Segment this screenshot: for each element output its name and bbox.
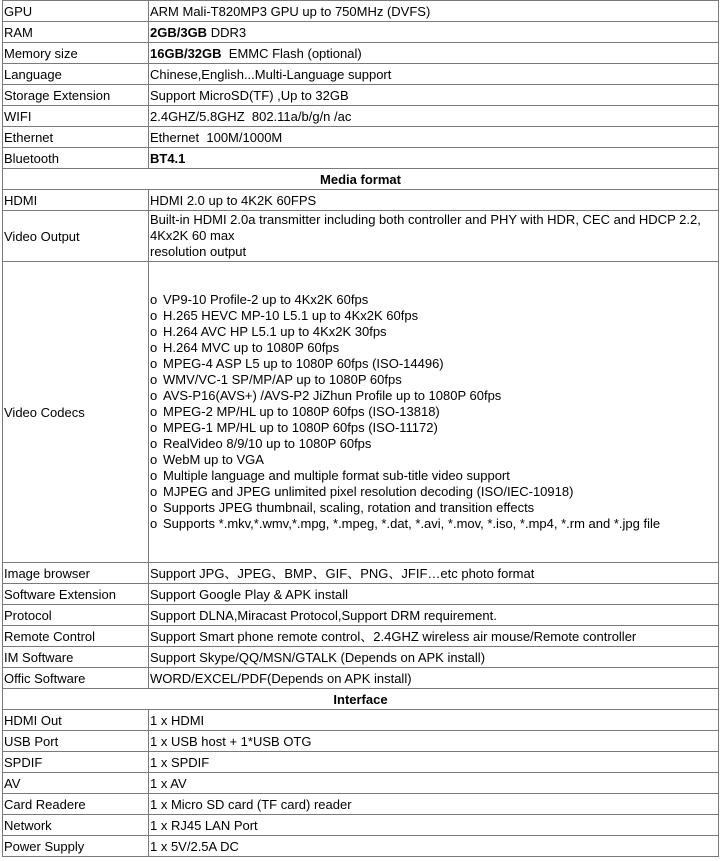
codec-text: Supports *.mkv,*.wmv,*.mpg, *.mpeg, *.dat, *.avi, *.mov, *.iso, *.mp4, *.rm and *.jpg file — [163, 516, 661, 531]
codec-list-item — [150, 516, 717, 532]
spec-label: WIFI — [3, 106, 149, 127]
codec-text: WebM up to VGA — [163, 452, 264, 467]
spec-value: Support MicroSD(TF) ,Up to 32GB — [149, 85, 719, 106]
spec-row-memory-size — [3, 43, 719, 64]
spec-label: Offic Software — [3, 668, 149, 689]
spec-row-im-software — [3, 647, 719, 668]
bullet-icon: o — [150, 404, 158, 419]
spec-value: 1 x Micro SD card (TF card) reader — [149, 794, 719, 815]
spec-label: Remote Control — [3, 626, 149, 647]
spec-value: 1 x SPDIF — [149, 752, 719, 773]
codec-list-item — [150, 292, 717, 308]
spec-label: Software Extension — [3, 584, 149, 605]
spec-label: Video Output — [3, 211, 149, 262]
spec-label: USB Port — [3, 731, 149, 752]
spec-label: GPU — [3, 1, 149, 22]
bullet-icon: o — [150, 436, 158, 451]
spec-label: Image browser — [3, 563, 149, 584]
spec-value-text-2: resolution output — [150, 244, 247, 259]
bullet-icon: o — [150, 292, 158, 307]
spec-label: HDMI — [3, 190, 149, 211]
codec-list — [150, 292, 717, 532]
spec-label: Video Codecs — [3, 262, 149, 563]
spec-label: Bluetooth — [3, 148, 149, 169]
codec-list-item — [150, 404, 717, 420]
spec-value: 1 x USB host + 1*USB OTG — [149, 731, 719, 752]
spec-value — [149, 262, 719, 563]
section-header-media — [3, 169, 719, 190]
bullet-icon: o — [150, 452, 158, 467]
spec-value: 1 x 5V/2.5A DC — [149, 836, 719, 857]
spec-row-ram — [3, 22, 719, 43]
spec-row-hdmi — [3, 190, 719, 211]
spec-value — [149, 211, 719, 262]
bullet-icon: o — [150, 324, 158, 339]
spec-row-protocol — [3, 605, 719, 626]
codec-list-item — [150, 484, 717, 500]
spec-value-text: DDR3 — [207, 24, 247, 40]
spec-value: 1 x RJ45 LAN Port — [149, 815, 719, 836]
codec-text: MJPEG and JPEG unlimited pixel resolution decoding (ISO/IEC-10918) — [163, 484, 574, 499]
bullet-icon: o — [150, 308, 158, 323]
codec-text: WMV/VC-1 SP/MP/AP up to 1080P 60fps — [163, 372, 402, 387]
spec-value: 1 x HDMI — [149, 710, 719, 731]
codec-list-item — [150, 500, 717, 516]
spec-row-network — [3, 815, 719, 836]
spec-value-bold: 16GB/32GB — [150, 45, 222, 61]
spec-value — [149, 148, 719, 169]
spec-row-video-codecs — [3, 262, 719, 563]
spec-value: Support Skype/QQ/MSN/GTALK (Depends on APK install) — [149, 647, 719, 668]
spec-label: AV — [3, 773, 149, 794]
codec-list-item — [150, 372, 717, 388]
spec-row-ethernet — [3, 127, 719, 148]
spec-label: SPDIF — [3, 752, 149, 773]
spec-value-bold: 2GB/3GB — [150, 24, 208, 40]
bullet-icon: o — [150, 484, 158, 499]
spec-value — [149, 43, 719, 64]
spec-row-video-output — [3, 211, 719, 262]
spec-value-text: Built-in HDMI 2.0a transmitter including both controller and PHY with HDR, CEC and HDCP 2.2, 4Kx2K 60 max — [150, 212, 701, 243]
spec-label: Ethernet — [3, 127, 149, 148]
bullet-icon: o — [150, 340, 158, 355]
spec-row-gpu — [3, 1, 719, 22]
spec-row-offic-software — [3, 668, 719, 689]
spec-value: 2.4GHZ/5.8GHZ 802.11a/b/g/n /ac — [149, 106, 719, 127]
codec-text: H.264 AVC HP L5.1 up to 4Kx2K 30fps — [163, 324, 387, 339]
bullet-icon: o — [150, 500, 158, 515]
spec-label: Protocol — [3, 605, 149, 626]
spec-label: IM Software — [3, 647, 149, 668]
bullet-icon: o — [150, 468, 158, 483]
codec-text: MPEG-4 ASP L5 up to 1080P 60fps (ISO-14496) — [163, 356, 444, 371]
spec-label: Network — [3, 815, 149, 836]
spec-row-spdif — [3, 752, 719, 773]
spec-label: RAM — [3, 22, 149, 43]
spec-value: Support DLNA,Miracast Protocol,Support DRM requirement. — [149, 605, 719, 626]
codec-list-item — [150, 356, 717, 372]
codec-text: H.265 HEVC MP-10 L5.1 up to 4Kx2K 60fps — [163, 308, 419, 323]
spec-value: Support Google Play & APK install — [149, 584, 719, 605]
spec-label: Language — [3, 64, 149, 85]
spec-value: WORD/EXCEL/PDF(Depends on APK install) — [149, 668, 719, 689]
spec-row-image-browser — [3, 563, 719, 584]
spec-label: Memory size — [3, 43, 149, 64]
spec-value: Support Smart phone remote control、2.4GHZ wireless air mouse/Remote controller — [149, 626, 719, 647]
spec-row-language — [3, 64, 719, 85]
spec-label: Power Supply — [3, 836, 149, 857]
bullet-icon: o — [150, 420, 158, 435]
spec-value: Chinese,English...Multi-Language support — [149, 64, 719, 85]
codec-list-item — [150, 340, 717, 356]
codec-list-item — [150, 468, 717, 484]
spec-label: Storage Extension — [3, 85, 149, 106]
spec-value-bold: BT4.1 — [150, 150, 186, 166]
codec-list-item — [150, 436, 717, 452]
spec-row-bluetooth — [3, 148, 719, 169]
codec-text: MPEG-2 MP/HL up to 1080P 60fps (ISO-13818) — [163, 404, 440, 419]
section-title: Interface — [3, 689, 719, 710]
codec-text: Multiple language and multiple format sub-title video support — [163, 468, 510, 483]
codec-text: MPEG-1 MP/HL up to 1080P 60fps (ISO-11172) — [163, 420, 438, 435]
bullet-icon: o — [150, 388, 158, 403]
spec-label: Card Readere — [3, 794, 149, 815]
spec-row-power-supply — [3, 836, 719, 857]
spec-row-usb-port — [3, 731, 719, 752]
spec-row-software-extension — [3, 584, 719, 605]
codec-list-item — [150, 308, 717, 324]
spec-row-av — [3, 773, 719, 794]
codec-list-item — [150, 324, 717, 340]
codec-text: VP9-10 Profile-2 up to 4Kx2K 60fps — [163, 292, 369, 307]
spec-value: 1 x AV — [149, 773, 719, 794]
spec-row-card-reader — [3, 794, 719, 815]
section-header-interface — [3, 689, 719, 710]
spec-row-hdmi-out — [3, 710, 719, 731]
spec-value-text: EMMC Flash (optional) — [221, 45, 362, 61]
codec-text: H.264 MVC up to 1080P 60fps — [163, 340, 340, 355]
codec-list-item — [150, 388, 717, 404]
codec-list-item — [150, 452, 717, 468]
spec-label: HDMI Out — [3, 710, 149, 731]
spec-row-remote-control — [3, 626, 719, 647]
spec-value: HDMI 2.0 up to 4K2K 60FPS — [149, 190, 719, 211]
codec-text: RealVideo 8/9/10 up to 1080P 60fps — [163, 436, 372, 451]
spec-value: ARM Mali-T820MP3 GPU up to 750MHz (DVFS) — [149, 1, 719, 22]
bullet-icon: o — [150, 356, 158, 371]
section-title: Media format — [3, 169, 719, 190]
spec-row-wifi — [3, 106, 719, 127]
codec-text: AVS-P16(AVS+) /AVS-P2 JiZhun Profile up to 1080P 60fps — [163, 388, 502, 403]
bullet-icon: o — [150, 372, 158, 387]
spec-value: Ethernet 100M/1000M — [149, 127, 719, 148]
spec-row-storage-extension — [3, 85, 719, 106]
spec-value — [149, 22, 719, 43]
spec-value: Support JPG、JPEG、BMP、GIF、PNG、JFIF…etc photo format — [149, 563, 719, 584]
codec-text: Supports JPEG thumbnail, scaling, rotation and transition effects — [163, 500, 535, 515]
codec-list-item — [150, 420, 717, 436]
spec-table — [2, 0, 719, 857]
bullet-icon: o — [150, 516, 158, 531]
